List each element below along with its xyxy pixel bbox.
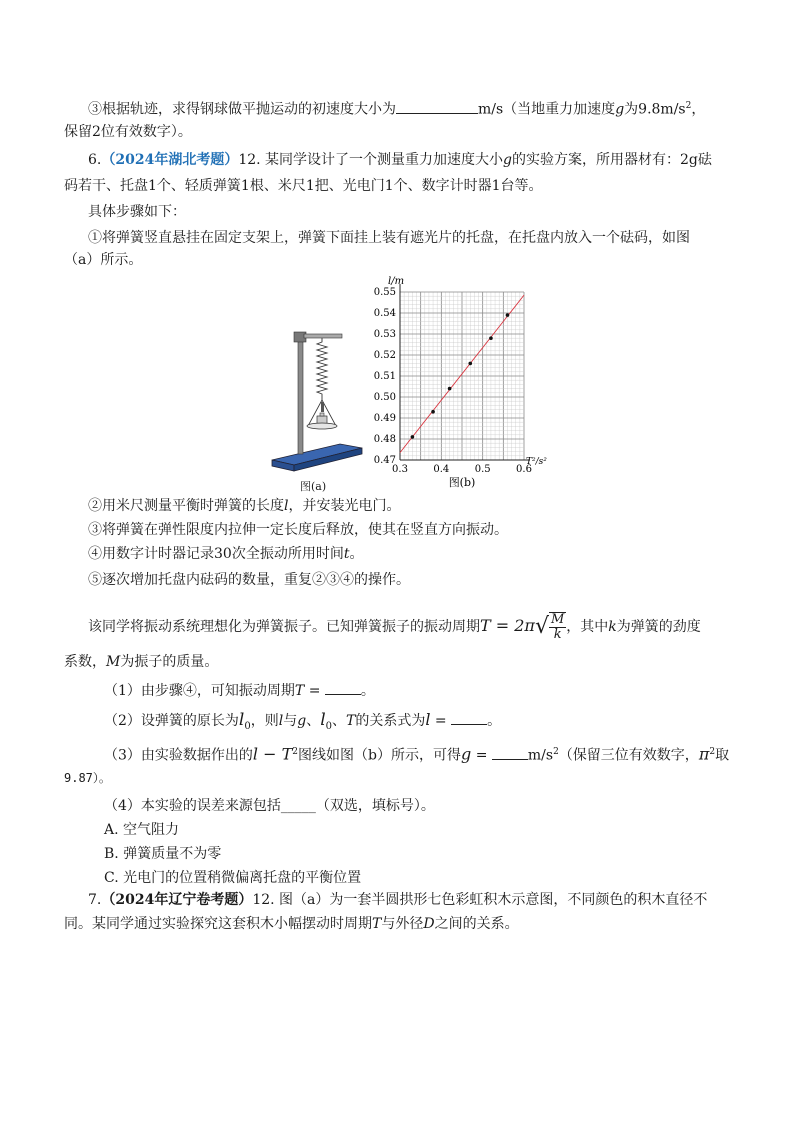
symbol-k: k: [608, 619, 617, 635]
text: ，: [691, 101, 706, 118]
sub-question-3-cont: [64, 768, 111, 788]
figure-a-caption: 图(a): [300, 480, 327, 493]
symbol-g: g: [297, 713, 307, 729]
sub-question-4: [104, 796, 435, 816]
text: =: [430, 713, 452, 729]
text: 与外径: [381, 916, 424, 932]
text: =: [471, 747, 492, 764]
answer-blank[interactable]: [325, 680, 361, 695]
data-point: [431, 410, 435, 414]
symbol-t: t: [343, 546, 350, 562]
text: 为弹簧的劲度: [616, 619, 701, 635]
text: 。: [349, 546, 364, 562]
y-tick-label: 0.54: [373, 308, 396, 319]
sub-question-2: （2）设弹簧的原长为$l_0$，则l与g、$l_0$、T的关系式为l = 。: [104, 710, 502, 732]
option-text: A. 空气阻力: [104, 822, 180, 838]
text: ，并安装光电门。: [288, 498, 401, 514]
symbol-l: l: [425, 710, 431, 729]
text: 之间的关系。: [434, 916, 519, 932]
question-source-tag: （2024年湖北考题）: [101, 152, 239, 168]
text: ③根据轨迹，求得钢球做平抛运动的初速度大小为: [88, 101, 396, 118]
fraction-M-over-k: [549, 612, 566, 642]
x-tick-label: 0.5: [474, 464, 491, 475]
step-2: [88, 496, 400, 516]
symbol-l: l: [284, 498, 289, 514]
text: （保留三位有效数字，: [558, 747, 699, 764]
text: 。: [360, 683, 375, 699]
symbol-D: D: [423, 916, 435, 932]
text: 图线如图（b）所示，可得: [298, 747, 461, 764]
text: =: [304, 683, 325, 699]
figure-b-chart: [362, 270, 572, 492]
x-tick-label: 0.6: [516, 464, 532, 475]
option-a[interactable]: [104, 820, 179, 840]
text: 12. 某同学设计了一个测量重力加速度大小: [238, 152, 504, 168]
weight-hook: [320, 413, 324, 416]
text: 的实验方案，所用器材有：2g砝: [512, 152, 712, 168]
step-4: [88, 544, 363, 564]
light-shutter: [321, 402, 324, 412]
unit: 9.8m/s: [638, 101, 686, 118]
question-7-line-2: [64, 914, 519, 934]
text: （3）由实验数据作出的: [104, 747, 253, 764]
y-axis-label: l/m: [388, 276, 405, 287]
data-point: [448, 387, 452, 391]
text-line-2: [64, 122, 192, 142]
text-line-1: ③根据轨迹，求得钢球做平抛运动的初速度大小为 m/s（当地重力加速度g为$9.8m/s^2$，: [88, 96, 705, 120]
text: 。: [487, 713, 502, 729]
text: 该同学将振动系统理想化为弹簧振子。已知弹簧振子的振动周期: [88, 619, 480, 635]
option-c[interactable]: [104, 868, 361, 888]
text: 、: [332, 713, 346, 729]
answer-blank[interactable]: [451, 710, 487, 725]
data-point: [468, 362, 472, 366]
tray: [307, 423, 337, 429]
answer-blank[interactable]: [492, 745, 528, 760]
text: ，则: [250, 713, 279, 729]
y-tick-label: 0.53: [373, 329, 396, 340]
text: ⑤逐次增加托盘内砝码的数量，重复②③④的操作。: [88, 572, 410, 588]
text: ①将弹簧竖直悬挂在固定支架上，弹簧下面挂上装有遮光片的托盘，在托盘内放入一个砝码，如图: [88, 230, 690, 246]
step-5: [88, 570, 410, 590]
text: ，其中: [566, 619, 609, 635]
option-b[interactable]: [104, 844, 221, 864]
unit: m/s: [527, 747, 554, 764]
symbol-T: T: [372, 916, 382, 932]
symbol-l0: l: [238, 710, 245, 730]
data-point: [411, 435, 415, 439]
text: 码若干、托盘1个、轻质弹簧1根、米尺1把、光电门1个、数字计时器1台等。: [64, 178, 543, 194]
symbol-g: g: [461, 744, 472, 764]
text: 系数，: [64, 654, 106, 670]
denominator: k: [553, 627, 562, 642]
y-tick-label: 0.50: [373, 392, 396, 403]
question-6-header: [88, 150, 712, 170]
text-line-7: [64, 250, 142, 270]
symbol-l0: l: [320, 710, 326, 730]
text: （2）设弹簧的原长为: [104, 713, 239, 729]
question-source-tag: （2024年辽宁卷考题）: [101, 892, 253, 908]
formula-l-T2: l − T: [252, 744, 293, 764]
text: （1）由步骤④，可知振动周期: [104, 683, 295, 699]
y-tick-label: 0.55: [373, 287, 396, 298]
symbol-l: l: [278, 713, 284, 729]
text: ③将弹簧在弹性限度内拉伸一定长度后释放，使其在竖直方向振动。: [88, 522, 508, 538]
symbol-T: T: [294, 683, 305, 699]
y-tick-label: 0.49: [373, 413, 396, 424]
text: 为: [624, 101, 639, 118]
text-line-5: [88, 202, 186, 222]
x-tick-label: 0.3: [392, 464, 408, 475]
text: 与: [283, 713, 298, 729]
y-tick-label: 0.48: [373, 434, 396, 445]
step-3: [88, 520, 508, 540]
data-point: [489, 336, 493, 340]
option-text: B. 弹簧质量不为零: [104, 846, 222, 862]
text: 9.87）。: [64, 771, 111, 785]
sqrt-symbol: √: [534, 614, 549, 639]
x-axis-label: T²/s²: [526, 457, 547, 467]
x-tick-label: 0.4: [433, 464, 450, 475]
text-line-4: [64, 176, 543, 196]
text-line-6: [88, 228, 690, 248]
y-tick-label: 0.51: [373, 371, 396, 382]
question-7-header: [88, 890, 707, 910]
symbol-M: M: [106, 654, 121, 670]
figure-a-apparatus: [266, 322, 366, 502]
answer-blank[interactable]: [396, 99, 478, 114]
sub-question-3: （3）由实验数据作出的$l - T^2$图线如图（b）所示，可得$g = m/s^2$（保留三位有效数字，$\pi^2$取: [104, 744, 730, 764]
text: 保留2位有效数字）。: [64, 124, 192, 140]
text: 、: [306, 713, 321, 729]
text: m/s（当地重力加速度: [478, 101, 616, 118]
text: 同。某同学通过实验探究这套积木小幅摆动时周期: [64, 916, 372, 932]
paragraph-period: [88, 610, 701, 643]
sub-question-1: [104, 680, 375, 701]
symbol-pi: π: [698, 744, 710, 764]
text: （4）本实验的误差来源包括_____（双选，填标号）。: [104, 798, 435, 814]
question-number: 6.: [88, 152, 102, 168]
spring: [317, 338, 327, 400]
question-number: 7.: [88, 892, 102, 908]
data-point: [506, 313, 510, 317]
text: 的关系式为: [355, 713, 426, 729]
text: 取: [715, 747, 730, 764]
paragraph-period-2: [64, 652, 218, 672]
figure-b-caption: 图(b): [448, 476, 476, 489]
text: ②用米尺测量平衡时弹簧的长度: [88, 498, 284, 514]
numerator: M: [550, 612, 565, 627]
text: 为振子的质量。: [120, 654, 219, 670]
text: ④用数字计时器记录30次全振动所用时间: [88, 546, 344, 562]
formula-period: T = 2π: [480, 616, 535, 635]
support-rod: [298, 336, 303, 454]
text: 具体步骤如下：: [88, 204, 186, 220]
y-tick-label: 0.52: [373, 350, 396, 361]
symbol-g: g: [615, 101, 625, 118]
symbol-g: g: [503, 152, 513, 168]
text: 12. 图（a）为一套半圆拱形七色彩虹积木示意图，不同颜色的积木直径不: [252, 892, 708, 908]
text: （a）所示。: [64, 252, 143, 268]
y-tick-label: 0.47: [373, 455, 396, 466]
symbol-T: T: [346, 713, 356, 729]
option-text: C. 光电门的位置稍微偏离托盘的平衡位置: [104, 870, 362, 886]
support-arm: [304, 334, 342, 338]
